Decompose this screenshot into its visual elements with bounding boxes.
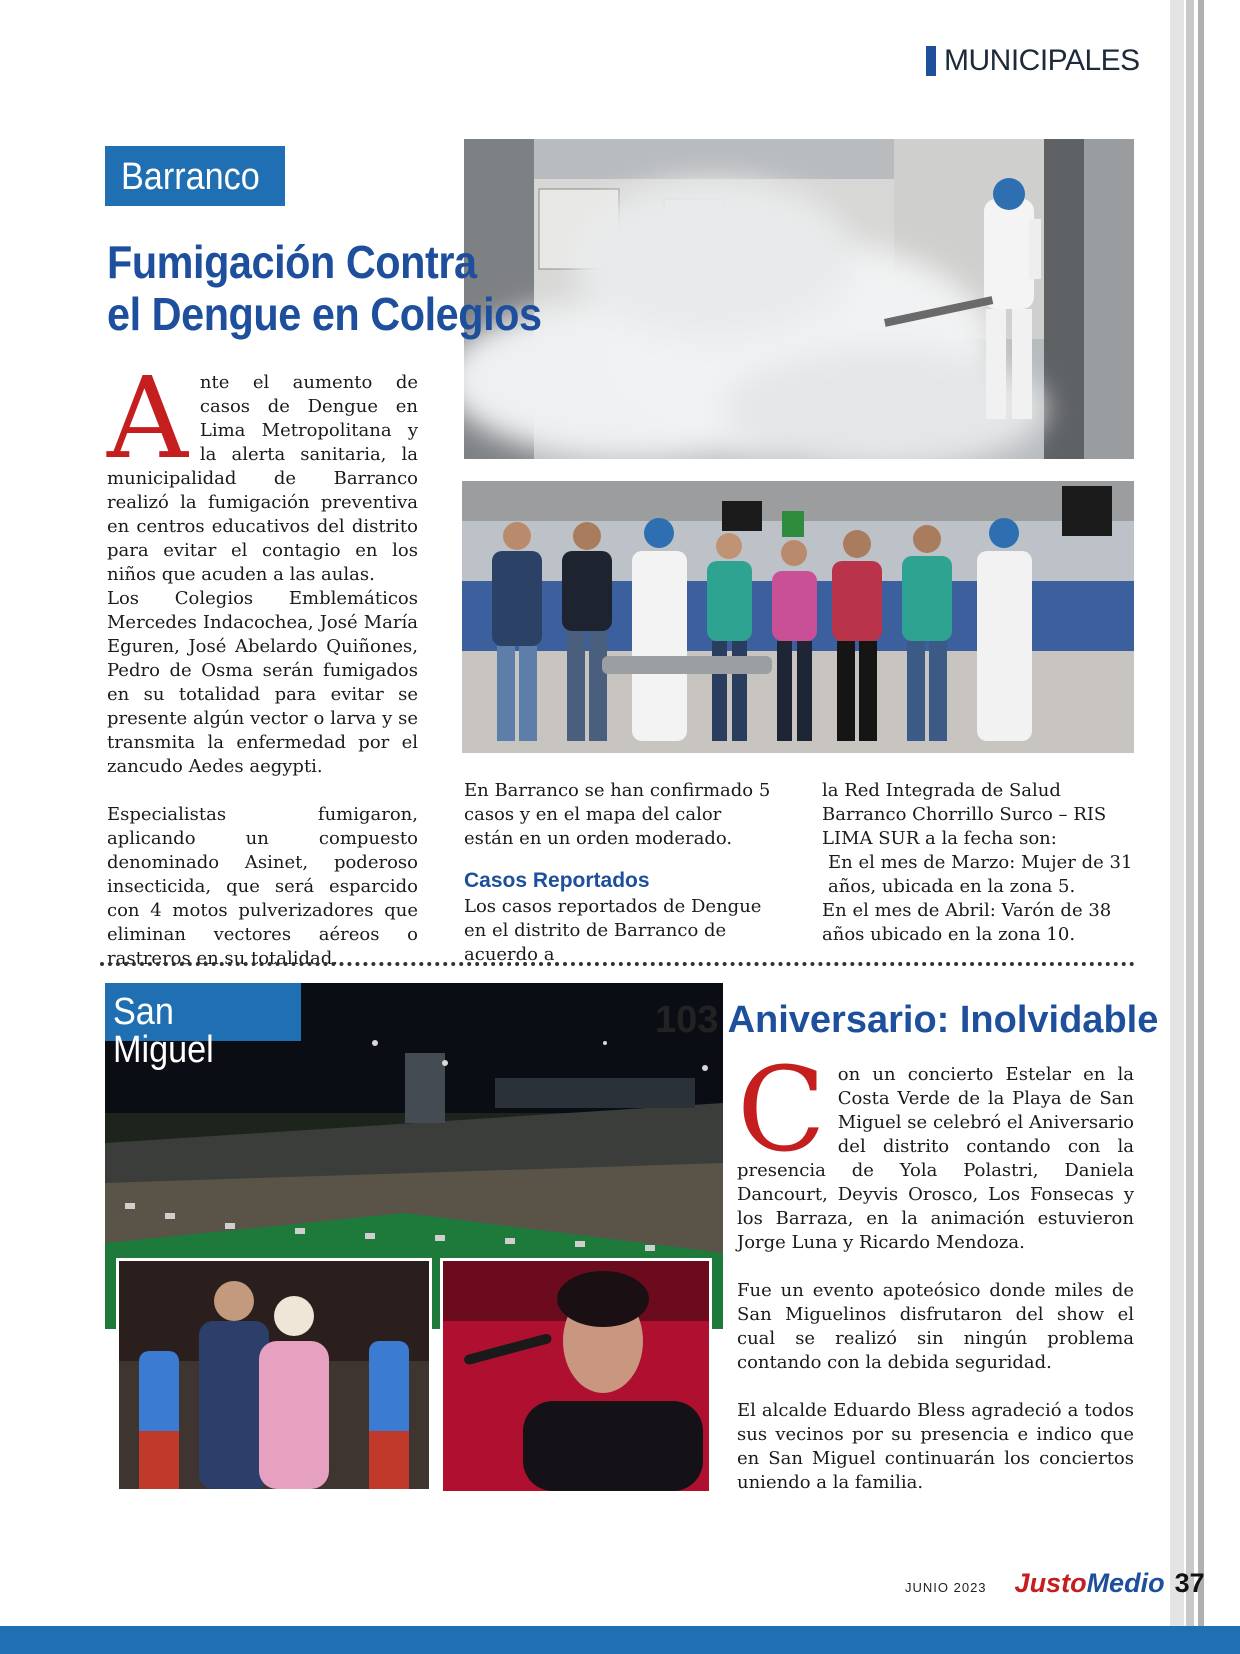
section-header — [926, 44, 1140, 78]
article1-paragraph: En Barranco se han confirmado 5 casos y en el mapa del calor están en un orden moderado. — [464, 780, 771, 849]
article2-paragraph: Fue un evento apoteósico donde miles de San Miguelinos disfrutaron del show el cual se realizó sin ningún problema contando con la debida seguridad. — [737, 1280, 1134, 1373]
article1-column-3 — [822, 779, 1134, 947]
anniversary-title: Aniversario: Inolvidable — [727, 999, 1159, 1041]
article1-paragraph: la Red Integrada de Salud Barranco Chorrillo Surco – RIS LIMA SUR a la fecha son: — [822, 780, 1107, 849]
article1-paragraph: Los casos reportados de Dengue en el distrito de Barranco de acuerdo a — [464, 896, 762, 965]
section-marker — [926, 46, 936, 76]
dropcap-c: C — [737, 1043, 826, 1178]
article1-headline — [107, 236, 590, 340]
bottom-color-bar — [0, 1626, 1240, 1654]
headline-line: Fumigación Contra — [107, 236, 477, 288]
barranco-tag-label: Barranco — [121, 156, 260, 198]
page-footer — [905, 1568, 1205, 1599]
headline-line: el Dengue en Colegios — [107, 288, 542, 340]
article2-headline — [655, 999, 1158, 1042]
article2-body — [737, 1043, 1134, 1495]
issue-date: JUNIO 2023 — [905, 1580, 987, 1595]
section-divider — [100, 962, 1135, 966]
casos-reportados-subhead: Casos Reportados — [464, 869, 650, 892]
article1-column-1 — [107, 354, 418, 971]
section-title: MUNICIPALES — [944, 44, 1140, 77]
anniversary-number: 103 — [655, 999, 719, 1041]
page-edge-stripe — [1198, 0, 1204, 1654]
article1-paragraph: Los Colegios Emblemáticos Mercedes Indacochea, José María Eguren, José Abelardo Quiñones, Pedro de Osma serán fumigados en su totalidad para evitar se presente algún vector o larva y se transmita la enfermedad por el zancudo Aedes aegypti. — [107, 588, 418, 777]
article1-paragraph: En el mes de Marzo: Mujer de 31 años, ubicada en la zona 5. — [828, 852, 1133, 897]
article1-paragraph: En el mes de Abril: Varón de 38 años ubicado en la zona 10. — [822, 900, 1112, 945]
article2-paragraph: on un concierto Estelar en la Costa Verde de la Playa de San Miguel se celebró el Aniversario del distrito contando con la presencia de Yola Polastri, Daniela Dancourt, Deyvis Orosco, Los Fonsecas y los Barraza, en la animación estuvieron Jorge Luna y Ricardo Mendoza. — [737, 1064, 1134, 1253]
dropcap-a: A — [107, 354, 188, 484]
san-miguel-tag — [105, 983, 301, 1071]
article1-paragraph: nte el aumento de casos de Dengue en Lima Metropolitana y la alerta sanitaria, la municipalidad de Barranco realizó la fumigación preventiva en centros educativos del distrito para evitar el contagio en los niños que acuden a las aulas. — [107, 372, 418, 585]
group-photo — [462, 481, 1134, 753]
stage-photo-left — [116, 1258, 432, 1492]
page-edge-stripe — [1170, 0, 1184, 1654]
article1-paragraph: Especialistas fumigaron, aplicando un compuesto denominado Asinet, poderoso insecticida, que será esparcido con 4 motos pulverizadores que eliminan vectores aéreos o rastreros en su totalidad. — [107, 804, 418, 969]
barranco-tag — [105, 146, 285, 206]
brand-logo-part1: Justo — [1014, 1568, 1087, 1598]
brand-logo-part2: Medio — [1086, 1568, 1165, 1598]
san-miguel-tag-label: San Miguel — [113, 991, 214, 1071]
article1-column-2 — [464, 779, 776, 967]
page-edge-stripe — [1186, 0, 1194, 1654]
singer-photo-right — [440, 1258, 712, 1494]
article2-paragraph: El alcalde Eduardo Bless agradeció a todos sus vecinos por su presencia e indico que en San Miguel continuarán los conciertos uniendo a la familia. — [737, 1400, 1134, 1493]
page-number: 37 — [1174, 1568, 1205, 1598]
